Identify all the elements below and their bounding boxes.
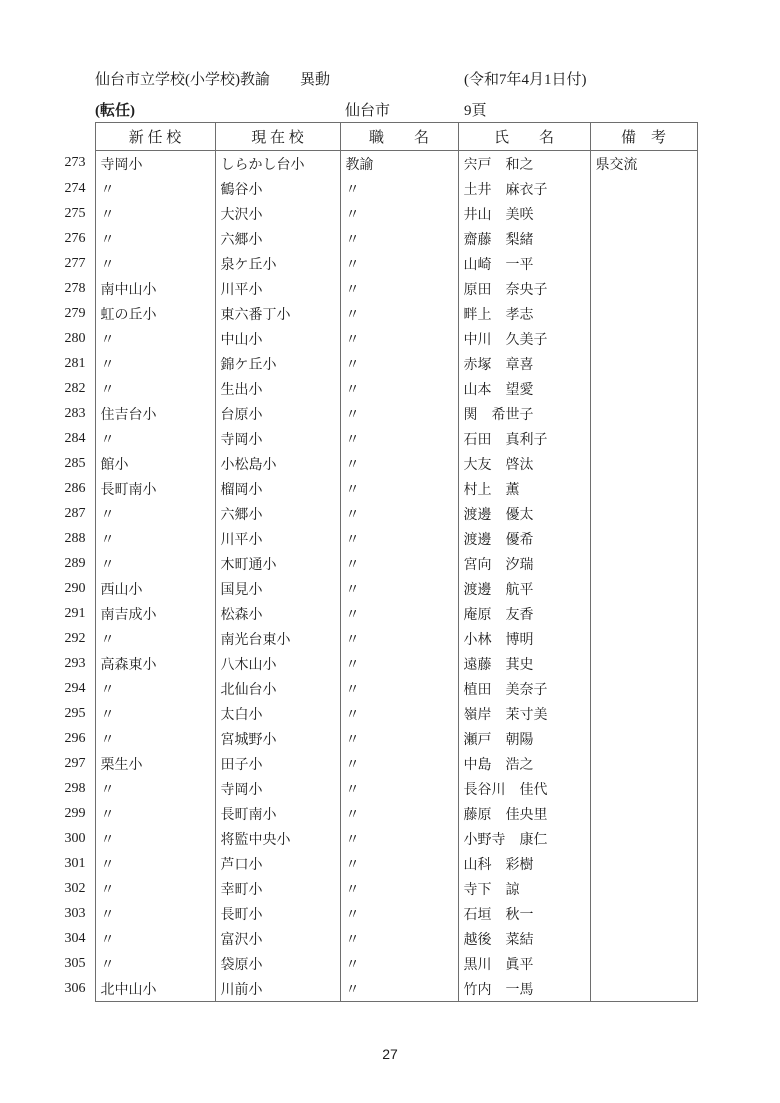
name-cell: 庵原 友香 [458,601,590,626]
row-number-cell: 297 [64,755,86,771]
page-number: 27 [382,1046,398,1062]
current-school-cell: 寺岡小 [215,426,340,451]
personnel-transfer-table [59,122,698,1002]
row-number-header [59,123,95,151]
city-label: 仙台市 [345,103,391,119]
new-school-cell: 〃 [95,726,215,751]
job-title-cell: 〃 [340,176,458,201]
name-cell: 山科 彩樹 [458,851,590,876]
table-row [59,476,697,501]
new-school-cell: 〃 [95,226,215,251]
name-cell: 渡邊 航平 [458,576,590,601]
note-cell [590,501,697,526]
note-cell [590,226,697,251]
job-title-cell: 〃 [340,976,458,1002]
note-cell [590,601,697,626]
job-title-cell: 〃 [340,726,458,751]
new-school-cell: 長町南小 [95,476,215,501]
document-title: 仙台市立学校(小学校)教諭 異動 [95,72,330,88]
note-cell [590,401,697,426]
current-school-cell: 錦ケ丘小 [215,351,340,376]
new-school-cell: 北中山小 [95,976,215,1002]
new-school-cell: 住吉台小 [95,401,215,426]
note-cell [590,451,697,476]
name-cell: 遠藤 萁史 [458,651,590,676]
job-title-cell: 〃 [340,576,458,601]
table-row [59,651,697,676]
name-cell: 藤原 佳央里 [458,801,590,826]
note-cell [590,276,697,301]
new-school-cell: 寺岡小 [95,151,215,177]
name-cell: 山本 望愛 [458,376,590,401]
new-school-cell: 〃 [95,801,215,826]
table-row [59,251,697,276]
name-cell: 宍戸 和之 [458,151,590,177]
name-cell: 土井 麻衣子 [458,176,590,201]
new-school-cell: 〃 [95,926,215,951]
document-subtitle-line [0,99,780,119]
job-title-cell: 〃 [340,826,458,851]
new-school-cell: 高森東小 [95,651,215,676]
job-title-cell: 〃 [340,951,458,976]
table-row [59,726,697,751]
current-school-cell: 長町小 [215,901,340,926]
current-school-cell: 川前小 [215,976,340,1002]
note-cell [590,576,697,601]
job-title-cell: 〃 [340,376,458,401]
job-title-cell: 〃 [340,426,458,451]
new-school-cell: 〃 [95,526,215,551]
new-school-cell: 南吉成小 [95,601,215,626]
name-cell: 黒川 眞平 [458,951,590,976]
row-number-cell: 285 [64,455,86,471]
row-number-cell: 293 [64,655,86,671]
current-school-cell: 芦口小 [215,851,340,876]
note-cell [590,826,697,851]
current-school-cell: 袋原小 [215,951,340,976]
document-title-line [0,68,780,88]
table-header-row [59,123,697,151]
current-school-cell: 川平小 [215,276,340,301]
name-cell: 瀬戸 朝陽 [458,726,590,751]
table-row [59,426,697,451]
note-cell [590,876,697,901]
job-title-cell: 〃 [340,476,458,501]
note-cell [590,851,697,876]
table-row [59,601,697,626]
table-row [59,576,697,601]
row-number-cell: 279 [64,305,86,321]
note-cell [590,551,697,576]
note-cell [590,251,697,276]
table-row [59,801,697,826]
row-number-cell: 288 [64,530,86,546]
name-cell: 宮向 汐瑞 [458,551,590,576]
table-row [59,326,697,351]
new-school-cell: 〃 [95,776,215,801]
note-cell [590,751,697,776]
name-cell: 山崎 一平 [458,251,590,276]
name-cell: 畔上 孝志 [458,301,590,326]
row-number-cell: 299 [64,805,86,821]
current-school-cell: 将監中央小 [215,826,340,851]
note-cell [590,726,697,751]
current-school-cell: 生出小 [215,376,340,401]
new-school-cell: 〃 [95,901,215,926]
name-cell: 関 希世子 [458,401,590,426]
job-title-cell: 〃 [340,451,458,476]
row-number-cell: 277 [64,255,86,271]
current-school-cell: 幸町小 [215,876,340,901]
current-school-cell: 木町通小 [215,551,340,576]
table-row [59,301,697,326]
row-number-cell: 291 [64,605,86,621]
note-cell [590,776,697,801]
name-cell: 小野寺 康仁 [458,826,590,851]
note-cell [590,326,697,351]
job-title-cell: 〃 [340,226,458,251]
new-school-cell: 〃 [95,176,215,201]
current-school-cell: 鶴谷小 [215,176,340,201]
current-school-cell: 富沢小 [215,926,340,951]
new-school-cell: 〃 [95,951,215,976]
table-row [59,201,697,226]
new-school-cell: 〃 [95,251,215,276]
note-cell [590,301,697,326]
row-number-cell: 273 [64,155,86,171]
table-body [59,151,697,1002]
name-cell: 村上 薫 [458,476,590,501]
current-school-cell: 国見小 [215,576,340,601]
job-title-cell: 〃 [340,351,458,376]
table-row [59,851,697,876]
table-row [59,226,697,251]
new-school-cell: 〃 [95,201,215,226]
job-title-cell: 〃 [340,551,458,576]
name-cell: 植田 美奈子 [458,676,590,701]
row-number-cell: 287 [64,505,86,521]
table-row [59,151,697,177]
table-row [59,701,697,726]
current-school-cell: 南光台東小 [215,626,340,651]
table-row [59,876,697,901]
table-row [59,626,697,651]
table-row [59,526,697,551]
note-cell [590,801,697,826]
row-number-cell: 302 [64,880,86,896]
row-number-cell: 298 [64,780,86,796]
name-cell: 小林 博明 [458,626,590,651]
name-cell: 石田 真利子 [458,426,590,451]
name-cell: 越後 菜結 [458,926,590,951]
job-title-cell: 〃 [340,201,458,226]
table-row [59,276,697,301]
job-title-cell: 〃 [340,301,458,326]
table-row [59,926,697,951]
name-cell: 井山 美咲 [458,201,590,226]
note-cell [590,526,697,551]
note-cell [590,176,697,201]
name-cell: 長谷川 佳代 [458,776,590,801]
job-title-cell: 〃 [340,801,458,826]
row-number-cell: 292 [64,630,86,646]
table-row [59,351,697,376]
name-cell: 渡邊 優希 [458,526,590,551]
current-school-cell: 太白小 [215,701,340,726]
job-title-cell: 〃 [340,701,458,726]
current-school-cell: 川平小 [215,526,340,551]
row-number-cell: 284 [64,430,86,446]
job-title-cell: 教諭 [340,151,458,177]
new-school-cell: 栗生小 [95,751,215,776]
row-number-cell: 274 [64,180,86,196]
note-cell [590,201,697,226]
table-row [59,501,697,526]
row-number-cell: 294 [64,680,86,696]
job-title-cell: 〃 [340,876,458,901]
current-school-cell: 小松島小 [215,451,340,476]
current-school-cell: 台原小 [215,401,340,426]
row-number-cell: 305 [64,955,86,971]
row-number-cell: 289 [64,555,86,571]
note-cell [590,976,697,1002]
current-school-cell: 大沢小 [215,201,340,226]
new-school-cell: 〃 [95,376,215,401]
job-title-cell: 〃 [340,776,458,801]
table-row [59,901,697,926]
note-cell [590,351,697,376]
table-row [59,401,697,426]
current-school-cell: 宮城野小 [215,726,340,751]
row-number-cell: 281 [64,355,86,371]
job-title-cell: 〃 [340,926,458,951]
name-cell: 渡邊 優太 [458,501,590,526]
job-title-cell: 〃 [340,526,458,551]
table-row [59,451,697,476]
current-school-cell: 田子小 [215,751,340,776]
note-cell [590,376,697,401]
note-header: 備 考 [590,123,697,151]
name-cell: 中川 久美子 [458,326,590,351]
note-cell [590,901,697,926]
table-row [59,676,697,701]
document-date-label: (令和7年4月1日付) [464,72,587,88]
row-number-cell: 280 [64,330,86,346]
current-school-cell: 中山小 [215,326,340,351]
row-number-cell: 283 [64,405,86,421]
row-number-cell: 303 [64,905,86,921]
name-cell: 原田 奈央子 [458,276,590,301]
new-school-cell: 〃 [95,851,215,876]
current-school-cell: 長町南小 [215,801,340,826]
new-school-cell: 〃 [95,826,215,851]
job-title-cell: 〃 [340,626,458,651]
note-cell [590,476,697,501]
job-title-cell: 〃 [340,901,458,926]
current-school-cell: 寺岡小 [215,776,340,801]
current-school-cell: 松森小 [215,601,340,626]
table-row [59,376,697,401]
job-title-cell: 〃 [340,501,458,526]
current-school-cell: 北仙台小 [215,676,340,701]
new-school-cell: 〃 [95,626,215,651]
new-school-cell: 〃 [95,351,215,376]
job-title-header: 職 名 [340,123,458,151]
row-number-cell: 306 [64,980,86,996]
new-school-cell: 虹の丘小 [95,301,215,326]
table-row [59,176,697,201]
new-school-cell: 〃 [95,426,215,451]
job-title-cell: 〃 [340,651,458,676]
row-number-cell: 275 [64,205,86,221]
new-school-cell: 〃 [95,876,215,901]
row-number-cell: 278 [64,280,86,296]
job-title-cell: 〃 [340,676,458,701]
current-school-cell: 榴岡小 [215,476,340,501]
note-cell [590,651,697,676]
name-cell: 中島 浩之 [458,751,590,776]
job-title-cell: 〃 [340,251,458,276]
new-school-cell: 〃 [95,676,215,701]
job-title-cell: 〃 [340,851,458,876]
note-cell [590,426,697,451]
name-cell: 嶺岸 茉寸美 [458,701,590,726]
table-row [59,951,697,976]
new-school-cell: 館小 [95,451,215,476]
current-school-cell: 泉ケ丘小 [215,251,340,276]
new-school-cell: 〃 [95,551,215,576]
table-row [59,826,697,851]
job-title-cell: 〃 [340,401,458,426]
note-cell [590,951,697,976]
table-row [59,751,697,776]
current-school-header: 現 在 校 [215,123,340,151]
current-school-cell: 八木山小 [215,651,340,676]
job-title-cell: 〃 [340,601,458,626]
new-school-cell: 西山小 [95,576,215,601]
job-title-cell: 〃 [340,276,458,301]
current-school-cell: 六郷小 [215,501,340,526]
name-cell: 齋藤 梨緒 [458,226,590,251]
row-number-cell: 282 [64,380,86,396]
job-title-cell: 〃 [340,326,458,351]
row-number-cell: 286 [64,480,86,496]
name-cell: 竹内 一馬 [458,976,590,1002]
new-school-cell: 〃 [95,326,215,351]
name-header: 氏 名 [458,123,590,151]
new-school-cell: 南中山小 [95,276,215,301]
current-school-cell: 東六番丁小 [215,301,340,326]
note-cell: 県交流 [590,151,697,177]
current-school-cell: 六郷小 [215,226,340,251]
row-number-cell: 295 [64,705,86,721]
row-number-cell: 301 [64,855,86,871]
note-cell [590,926,697,951]
transfer-type-label: (転任) [95,103,135,119]
row-number-cell: 304 [64,930,86,946]
current-school-cell: しらかし台小 [215,151,340,177]
row-number-cell: 296 [64,730,86,746]
new-school-cell: 〃 [95,501,215,526]
row-number-cell: 290 [64,580,86,596]
sheet-number-label: 9頁 [464,103,487,119]
table-row [59,976,697,1002]
name-cell: 石垣 秋一 [458,901,590,926]
new-school-header: 新 任 校 [95,123,215,151]
job-title-cell: 〃 [340,751,458,776]
new-school-cell: 〃 [95,701,215,726]
note-cell [590,701,697,726]
table-row [59,551,697,576]
row-number-cell: 276 [64,230,86,246]
table-row [59,776,697,801]
note-cell [590,626,697,651]
row-number-cell: 300 [64,830,86,846]
name-cell: 赤塚 章喜 [458,351,590,376]
note-cell [590,676,697,701]
name-cell: 大友 啓汰 [458,451,590,476]
name-cell: 寺下 諒 [458,876,590,901]
